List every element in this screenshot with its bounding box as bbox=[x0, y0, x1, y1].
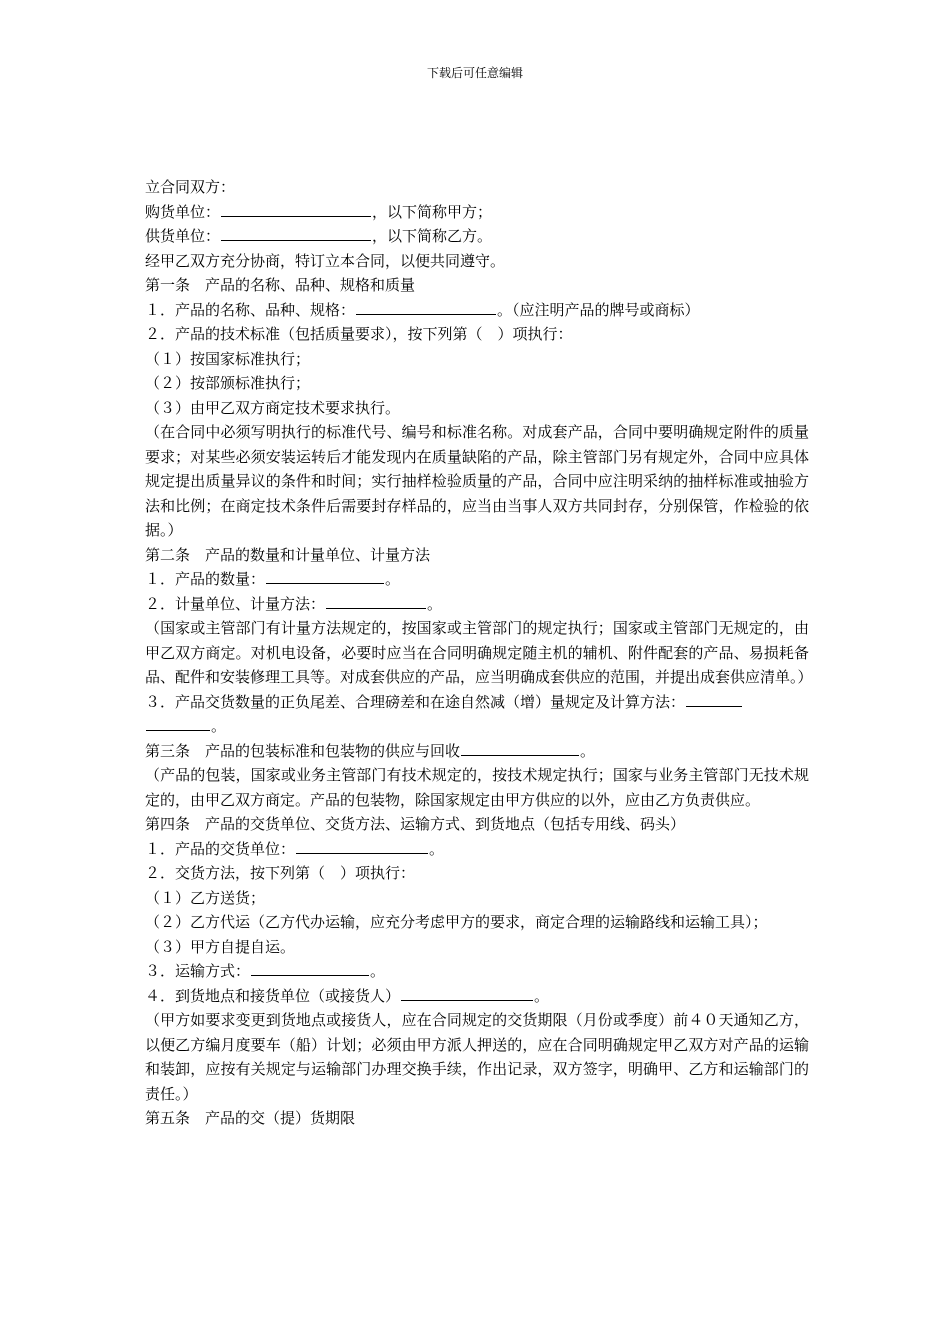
buyer-blank[interactable] bbox=[221, 201, 371, 217]
consignee-blank[interactable] bbox=[401, 985, 533, 1001]
article-5-heading: 第五条 产品的交（提）货期限 bbox=[145, 1109, 356, 1127]
article-4-option-3: （３）甲方自提自运。 bbox=[145, 937, 296, 956]
article-4-option-2: （２）乙方代运（乙方代办运输，应充分考虑甲方的要求，商定合理的运输路线和运输工具）； bbox=[145, 913, 768, 931]
article-1-note: （在合同中必须写明执行的标准代号、编号和标准名称。对成套产品，合同中要明确规定附件的质量要求；对某些必须安装运转后才能发现内在质量缺陷的产品，除主管部门另有规定外，合同中应具体规定提出质量异议的条件和时间；实行抽样检验质量的产品，合同中应注明采纳的抽样标准或抽验方法和比例；在商定技术条件后需要封存样品的，应当由当事人双方共同封存，分别保管，作检验的依据。） bbox=[145, 423, 809, 539]
supplier-line: 供货单位： ，以下简称乙方。 bbox=[145, 227, 493, 245]
article-2-item-2: ２．计量单位、计量方法： 。 bbox=[145, 594, 443, 613]
article-1-item-2: ２．产品的技术标准（包括质量要求），按下列第（ ）项执行： bbox=[145, 325, 573, 343]
article-4-item-3: ３．运输方式： 。 bbox=[145, 962, 386, 980]
quantity-blank[interactable] bbox=[266, 568, 384, 584]
article-1-option-3: （３）由甲乙双方商定技术要求执行。 bbox=[145, 398, 401, 417]
article-4-item-2: ２．交货方法，按下列第（ ）项执行： bbox=[145, 864, 416, 882]
page-header: 下载后可任意编辑 bbox=[426, 66, 523, 80]
article-1-heading: 第一条 产品的名称、品种、规格和质量 bbox=[145, 276, 416, 294]
tolerance-blank-b[interactable] bbox=[146, 715, 210, 731]
delivery-unit-blank[interactable] bbox=[296, 838, 428, 854]
product-name-blank[interactable] bbox=[356, 299, 496, 315]
article-4-item-4: ４．到货地点和接货单位（或接货人） 。 bbox=[145, 986, 550, 1005]
packaging-blank[interactable] bbox=[461, 740, 579, 756]
article-2-item-3: ３．产品交货数量的正负尾差、合理磅差和在途自然减（增）量规定及计算方法： bbox=[145, 690, 809, 715]
article-1-option-1: （１）按国家标准执行； bbox=[145, 349, 311, 368]
article-4-heading: 第四条 产品的交货单位、交货方法、运输方式、到货地点（包括专用线、码头） bbox=[145, 815, 686, 833]
article-2-note: （国家或主管部门有计量方法规定的，按国家或主管部门的规定执行；国家或主管部门无规定的，由甲乙双方商定。对机电设备，必要时应当在合同明确规定随主机的辅机、附件配套的产品、易损耗备品、配件和安装修理工具等。对成套供应的产品，应当明确成套供应的范围，并提出成套供应清单。） bbox=[145, 619, 813, 686]
article-3-note: （产品的包装，国家或业务主管部门有技术规定的，按技术规定执行；国家与业务主管部门无技术规定的，由甲乙双方商定。产品的包装物，除国家规定由甲方供应的以外，应由乙方负责供应。 bbox=[145, 766, 809, 809]
article-2-heading: 第二条 产品的数量和计量单位、计量方法 bbox=[145, 545, 431, 564]
article-4-option-1: （１）乙方送货； bbox=[145, 888, 266, 907]
article-4-note: （甲方如要求变更到货地点或接货人，应在合同规定的交货期限（月份或季度）前４０天通知乙方，以便乙方编月度要车（船）计划；必须由甲方派人押送的，应在合同明确规定甲乙双方对产品的运输和装卸，应按有关规定与运输部门办理交换手续，作出记录，双方签字，明确甲、乙方和运输部门的责任。） bbox=[145, 1011, 809, 1103]
contract-body bbox=[145, 175, 813, 1131]
article-2-item-3-cont: 。 bbox=[145, 714, 809, 739]
supplier-blank[interactable] bbox=[221, 225, 371, 241]
tolerance-blank-a[interactable] bbox=[686, 691, 742, 707]
agreement-line: 经甲乙双方充分协商，特订立本合同，以便共同遵守。 bbox=[145, 251, 506, 270]
article-2-item-1: １．产品的数量： 。 bbox=[145, 570, 401, 588]
transport-blank[interactable] bbox=[251, 960, 369, 976]
measure-unit-blank[interactable] bbox=[326, 593, 426, 609]
parties-heading: 立合同双方： bbox=[145, 178, 236, 196]
article-1-item-1: １．产品的名称、品种、规格： 。（应注明产品的牌号或商标） bbox=[145, 300, 700, 319]
article-3-heading: 第三条 产品的包装标准和包装物的供应与回收 。 bbox=[145, 741, 596, 760]
article-4-item-1: １．产品的交货单位： 。 bbox=[145, 839, 445, 858]
buyer-line: 购货单位： ，以下简称甲方； bbox=[145, 202, 493, 221]
article-1-option-2: （２）按部颁标准执行； bbox=[145, 374, 311, 392]
